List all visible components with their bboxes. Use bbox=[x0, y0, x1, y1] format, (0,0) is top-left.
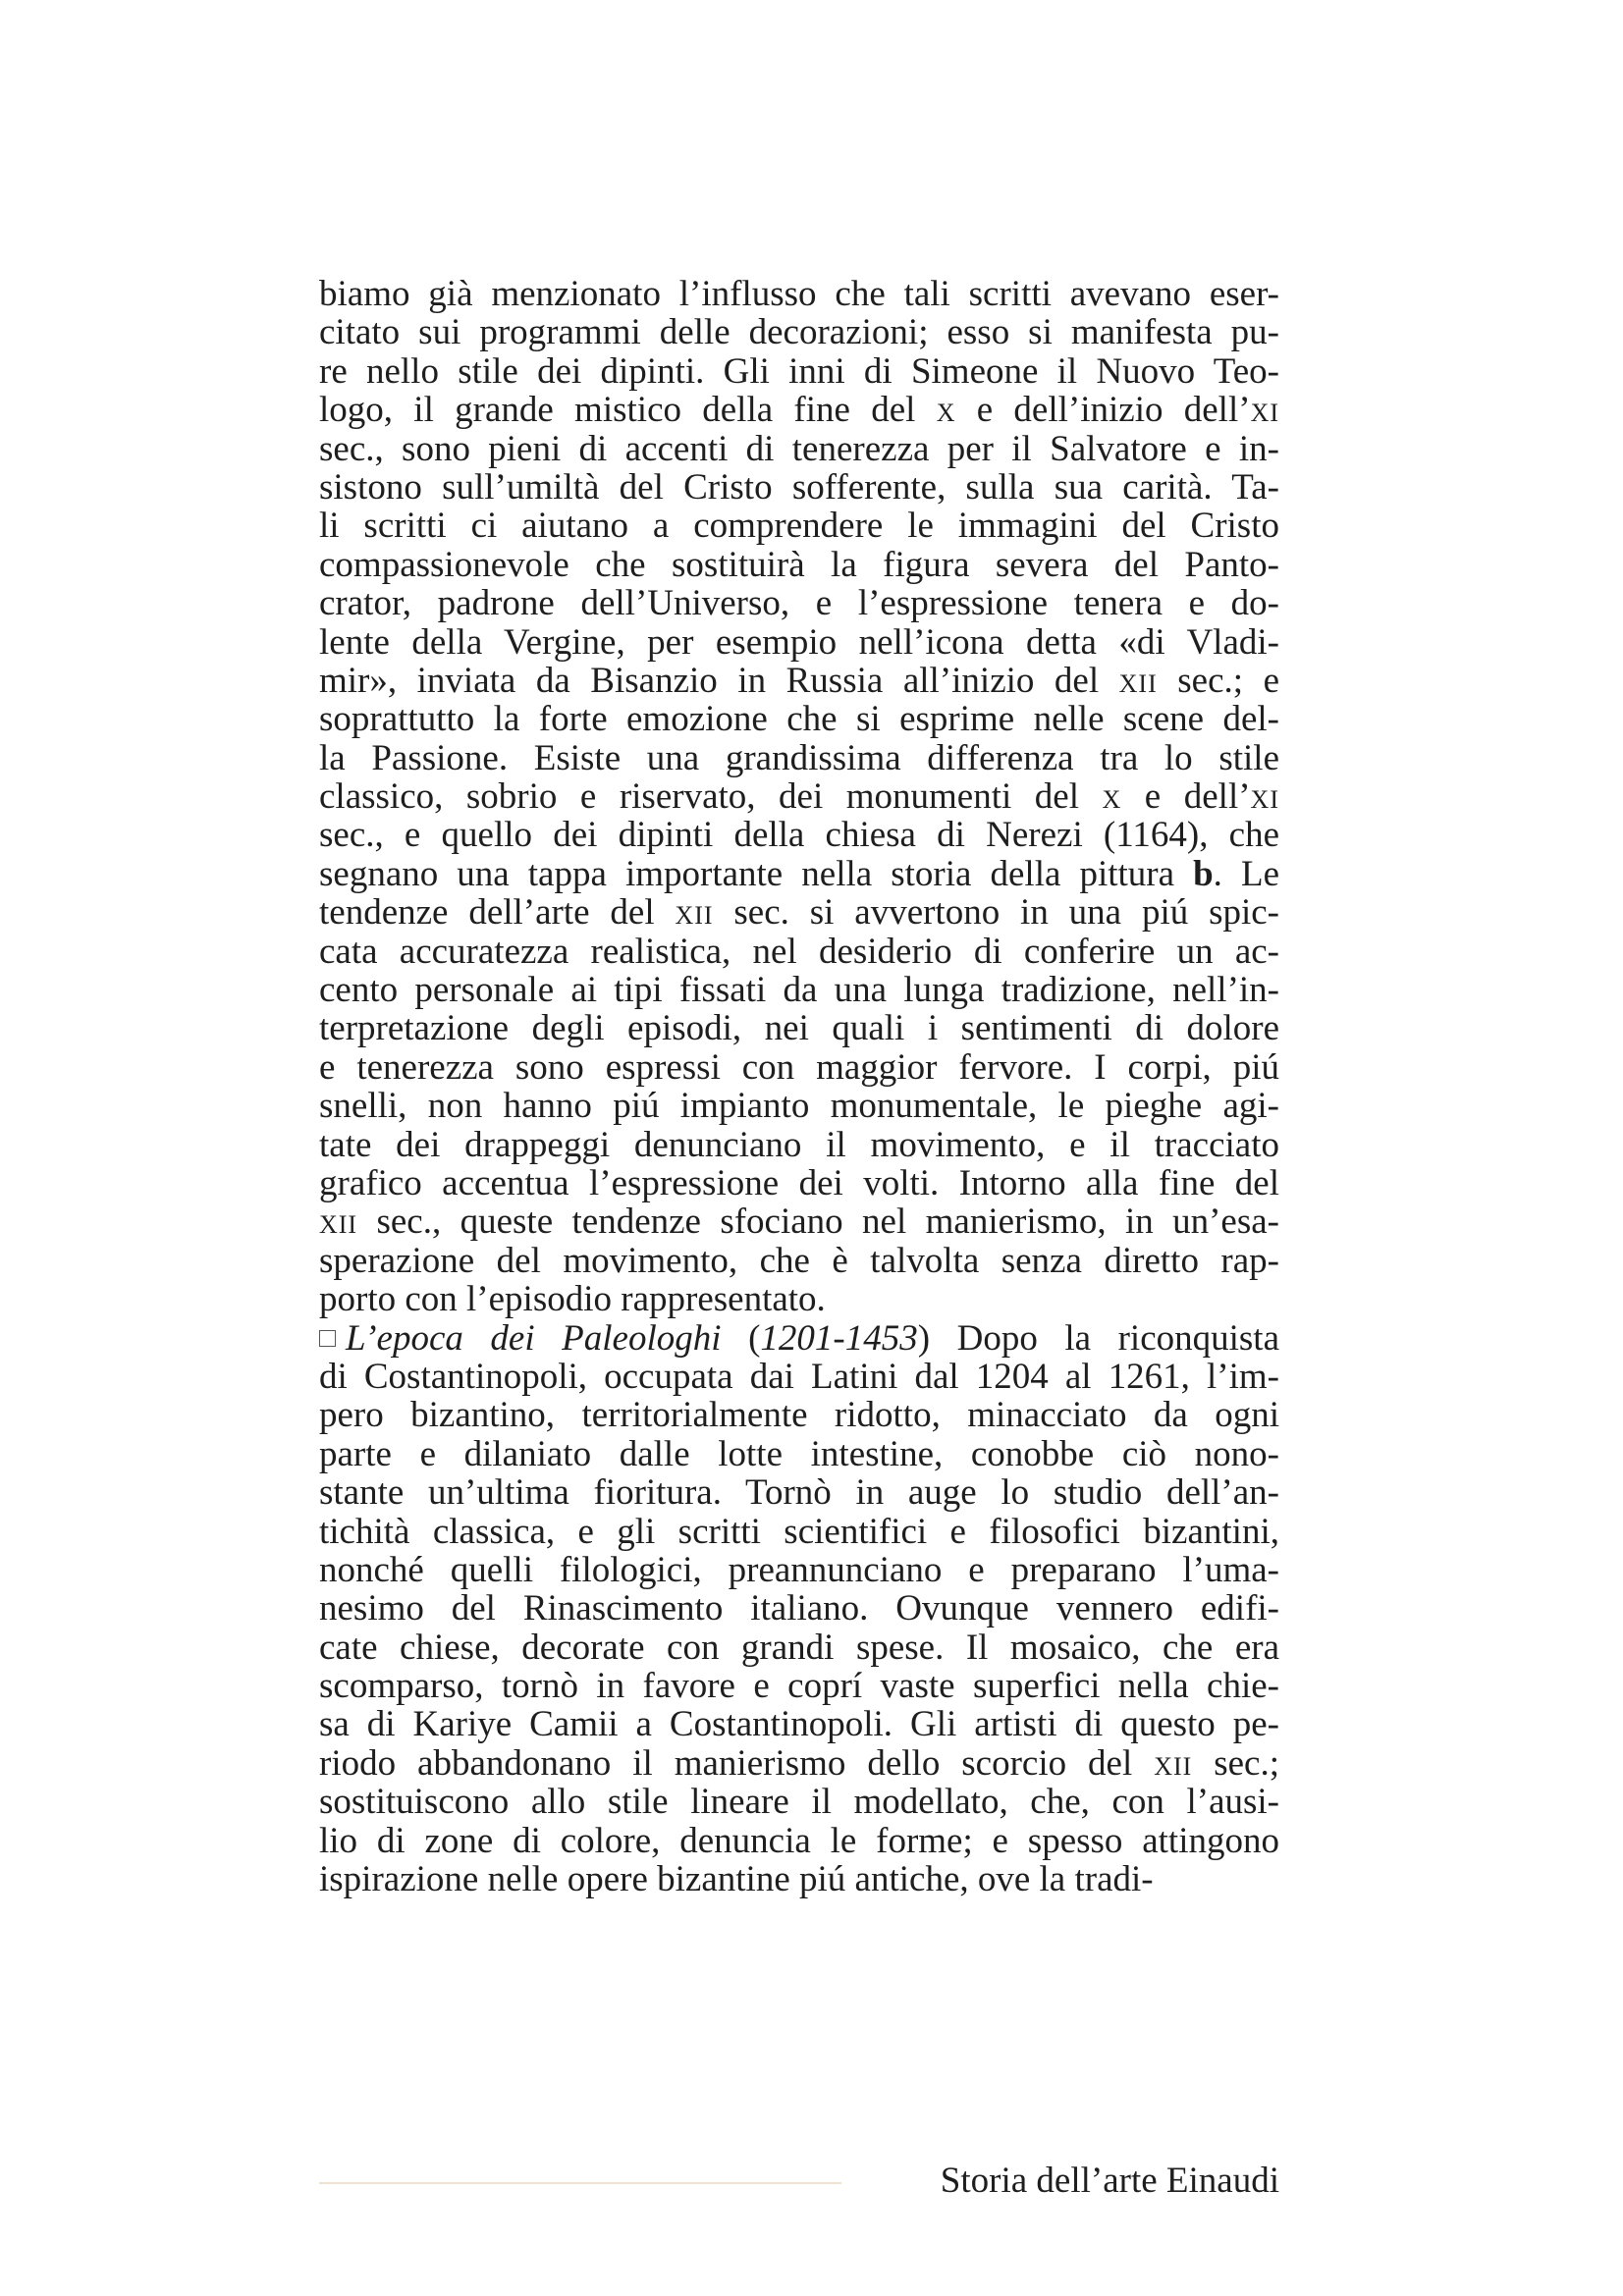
text-line bbox=[319, 1589, 1279, 1628]
footer-publisher: Storia dell’arte Einaudi bbox=[940, 2161, 1279, 2201]
text-line bbox=[319, 1513, 1279, 1551]
text-run: segnano una tappa importante nella storia della pittura bbox=[319, 853, 1194, 894]
text-run: biamo già menzionato l’influsso che tali scritti avevano eser- bbox=[319, 274, 1279, 314]
text-run: lente della Vergine, per esempio nell’icona detta «di Vladi- bbox=[319, 621, 1279, 663]
century-numeral: x bbox=[1102, 776, 1122, 818]
text-line bbox=[319, 933, 1279, 971]
paragraph-byzantine-painting bbox=[319, 275, 1279, 1319]
text-run: citato sui programmi delle decorazioni; esso si manifesta pu- bbox=[319, 312, 1279, 353]
century-numeral: xii bbox=[1154, 1742, 1193, 1784]
figure-reference: b bbox=[1193, 853, 1214, 894]
text-line bbox=[319, 1048, 1279, 1087]
text-run: snelli, non hanno piú impianto monumentale, le pieghe agi- bbox=[319, 1086, 1279, 1127]
text-line bbox=[319, 893, 1279, 932]
text-run: sec., queste tendenze sfociano nel manierismo, in un’esa- bbox=[357, 1201, 1279, 1243]
text-run: lio di zone di colore, denuncia le forme; e spesso attingono bbox=[319, 1820, 1279, 1861]
text-line bbox=[319, 1667, 1279, 1705]
text-line bbox=[319, 1319, 1279, 1358]
text-run: sec., sono pieni di accenti di tenerezza per il Salvatore e in- bbox=[319, 428, 1279, 469]
text-run: cate chiese, decorate con grandi spese. Il mosaico, che era bbox=[319, 1627, 1279, 1668]
text-line bbox=[319, 275, 1279, 313]
text-run: e tenerezza sono espressi con maggior fervore. I corpi, piú bbox=[319, 1046, 1279, 1088]
text-run: logo, il grande mistico della fine del bbox=[319, 390, 937, 431]
text-line bbox=[319, 1126, 1279, 1164]
text-line bbox=[319, 1358, 1279, 1396]
century-numeral: xii bbox=[1118, 660, 1158, 701]
text-run: sec.; bbox=[1192, 1742, 1280, 1784]
text-line bbox=[319, 1783, 1279, 1821]
text-run: sistono sull’umiltà del Cristo sofferente, sulla sua carità. Ta- bbox=[319, 466, 1279, 507]
text-run: nesimo del Rinascimento italiano. Ovunque vennero edifi- bbox=[319, 1588, 1279, 1629]
text-run: sostituiscono allo stile lineare il modellato, che, con l’ausi- bbox=[319, 1782, 1279, 1823]
text-run: scomparso, tornò in favore e coprí vaste superfici nella chie- bbox=[319, 1666, 1279, 1707]
text-line bbox=[319, 430, 1279, 468]
text-line bbox=[319, 546, 1279, 584]
text-run: ispirazione nelle opere bizantine piú antiche, ove la tradi- bbox=[319, 1859, 1154, 1900]
text-run: compassionevole che sostituirà la figura severa del Panto- bbox=[319, 544, 1279, 585]
text-line bbox=[319, 855, 1279, 893]
text-line bbox=[319, 391, 1279, 429]
text-run: crator, padrone dell’Universo, e l’espressione tenera e do- bbox=[319, 583, 1279, 624]
text-run: li scritti ci aiutano a comprendere le immagini del Cristo bbox=[319, 506, 1279, 547]
text-run: nonché quelli filologici, preannunciano e preparano l’uma- bbox=[319, 1549, 1279, 1590]
text-line bbox=[319, 623, 1279, 662]
text-run: . Le bbox=[1213, 853, 1279, 894]
text-run: di Costantinopoli, occupata dai Latini dal 1204 al 1261, l’im- bbox=[319, 1356, 1279, 1397]
text-line bbox=[319, 1551, 1279, 1589]
text-run: porto con l’episodio rappresentato. bbox=[319, 1279, 826, 1320]
italic-text: L’epoca dei Paleologhi bbox=[346, 1317, 722, 1359]
century-numeral: xii bbox=[319, 1201, 358, 1243]
text-run: sa di Kariye Camii a Costantinopoli. Gli artisti di questo pe- bbox=[319, 1704, 1279, 1745]
century-numeral: xii bbox=[675, 892, 714, 934]
text-run: la Passione. Esiste una grandissima differenza tra lo stile bbox=[319, 737, 1279, 778]
text-line bbox=[319, 1705, 1279, 1743]
text-run: ) Dopo la riconquista bbox=[917, 1317, 1280, 1359]
text-run: cata accuratezza realistica, nel desiderio di conferire un ac- bbox=[319, 931, 1279, 972]
section-box-icon bbox=[319, 1330, 336, 1347]
text-run: e dell’inizio dell’ bbox=[955, 390, 1251, 431]
century-numeral: x bbox=[936, 390, 956, 431]
text-run: re nello stile dei dipinti. Gli inni di Simeone il Nuovo Teo- bbox=[319, 350, 1279, 392]
text-run: grafico accentua l’espressione dei volti. Intorno alla fine del bbox=[319, 1162, 1279, 1203]
text-line bbox=[319, 1242, 1279, 1280]
text-line bbox=[319, 468, 1279, 507]
text-run: pero bizantino, territorialmente ridotto, minacciato da ogni bbox=[319, 1395, 1279, 1436]
text-line bbox=[319, 1744, 1279, 1783]
text-line bbox=[319, 352, 1279, 391]
text-line bbox=[319, 1396, 1279, 1434]
body-text bbox=[319, 275, 1279, 1898]
text-run: sec. si avvertono in una piú spic- bbox=[713, 892, 1280, 934]
text-run: e dell’ bbox=[1121, 776, 1251, 818]
text-run: terpretazione degli episodi, nei quali i sentimenti di dolore bbox=[319, 1008, 1279, 1049]
text-line bbox=[319, 1280, 1279, 1318]
century-numeral: xi bbox=[1250, 390, 1279, 431]
text-line bbox=[319, 971, 1279, 1009]
text-line bbox=[319, 739, 1279, 777]
text-run: sperazione del movimento, che è talvolta senza diretto rap- bbox=[319, 1240, 1279, 1281]
text-run: tichità classica, e gli scritti scientifici e filosofici bizantini, bbox=[319, 1511, 1279, 1552]
century-numeral: xi bbox=[1250, 776, 1279, 818]
text-line bbox=[319, 1202, 1279, 1241]
text-line bbox=[319, 662, 1279, 700]
text-line bbox=[319, 1822, 1279, 1860]
text-line bbox=[319, 584, 1279, 622]
italic-text: 1201-1453 bbox=[760, 1317, 918, 1359]
text-run: stante un’ultima fioritura. Tornò in auge lo studio dell’an- bbox=[319, 1472, 1279, 1514]
text-line bbox=[319, 1087, 1279, 1125]
text-run: parte e dilaniato dalle lotte intestine, conobbe ciò nono- bbox=[319, 1433, 1279, 1474]
text-run: classico, sobrio e riservato, dei monumenti del bbox=[319, 776, 1103, 818]
text-run: soprattutto la forte emozione che si esprime nelle scene del- bbox=[319, 699, 1279, 740]
text-line bbox=[319, 1435, 1279, 1473]
text-line bbox=[319, 1473, 1279, 1512]
text-run: riodo abbandonano il manierismo dello scorcio del bbox=[319, 1742, 1155, 1784]
text-line bbox=[319, 313, 1279, 351]
text-run: tate dei drappeggi denunciano il movimento, e il tracciato bbox=[319, 1124, 1279, 1165]
paragraph-palaeologan-era bbox=[319, 1319, 1279, 1899]
text-run: sec.; e bbox=[1157, 660, 1279, 701]
text-line bbox=[319, 816, 1279, 854]
text-run: tendenze dell’arte del bbox=[319, 892, 676, 934]
text-line bbox=[319, 1629, 1279, 1667]
text-run: sec., e quello dei dipinti della chiesa di Nerezi (1164), che bbox=[319, 815, 1279, 856]
text-run: ( bbox=[721, 1317, 761, 1359]
text-run: cento personale ai tipi fissati da una lunga tradizione, nell’in- bbox=[319, 970, 1279, 1011]
text-run: mir», inviata da Bisanzio in Russia all’inizio del bbox=[319, 660, 1119, 701]
text-line bbox=[319, 507, 1279, 545]
text-line bbox=[319, 777, 1279, 816]
text-line bbox=[319, 1164, 1279, 1202]
text-line bbox=[319, 1009, 1279, 1047]
text-line bbox=[319, 700, 1279, 738]
text-line bbox=[319, 1860, 1279, 1898]
footer-rule bbox=[319, 2182, 841, 2184]
